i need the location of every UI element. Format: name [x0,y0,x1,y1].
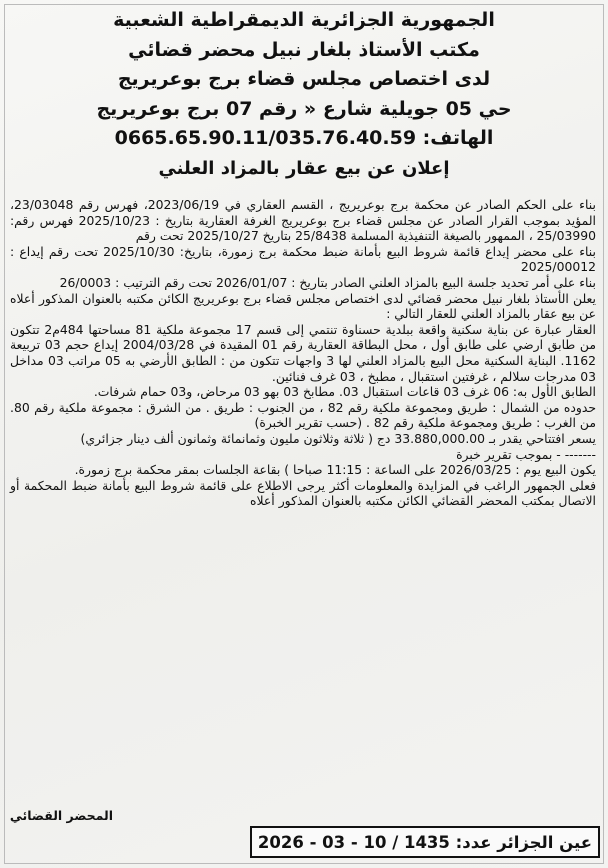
notice-body [10,197,596,509]
paragraph-price: يسعر افتتاحي يقدر بـ 33.880,000.00 دج ( ثلاثة وثلاثون مليون وثمانمائة وثمانون ألف دينار جزائري) [80,430,596,446]
address-line: حي 05 جويلية شارع « رقم 07 برج بوعريريج [96,97,512,120]
paragraph-contact: فعلى الجمهور الراغب في المزايدة والمعلومات أكثر يرجى الاطلاع على قائمة شروط البيع بأمانة ضبط المحكمة أو الاتصال بمكتب المحضر القضائي الكائن مكتبه بالعنوان المذكور أعلاه [10,477,596,509]
paragraph-first-floor: الطابق الأول به: 06 غرف 03 قاعات استقبال 03. مطابخ 03 بهو 03 مرحاض، و03 حمام شرفات. [93,384,596,400]
jurisdiction-line: لدى اختصاص مجلس قضاء برج بوعريريج [117,68,491,90]
publication-footer: عين الجزائر عدد: 1435 / 10 - 03 - 2026 [250,826,600,858]
notice-header [12,6,596,183]
republic-line: الجمهورية الجزائرية الديمقراطية الشعبية [113,9,495,31]
paragraph-sale-date: يكون البيع يوم : 2026/03/25 على الساعة : 11:15 صباحا ) بقاعة الجلسات بمقر محكمة برج زمورة. [74,462,596,478]
paragraph-boundaries: حدوده من الشمال : طريق ومجموعة ملكية رقم 82 ، من الجنوب : طريق . من الشرق : مجموعة ملكية رقم 80. من الغرب : طريق ومجموعة ملكية رقم 82 . (حسب تقرير الخبرة) [10,399,596,431]
signature: المحضر القضائي [9,808,113,823]
paragraph-order: بناء على أمر تحديد جلسة البيع بالمزاد العلني الصادر بتاريخ : 2026/01/07 تحت رقم الترتيب : 26/0003 [59,274,596,290]
notice-title: إعلان عن بيع عقار بالمزاد العلني [158,157,450,179]
office-line: مكتب الأستاذ بلغار نبيل محضر قضائي [128,38,480,61]
paragraph-expertise: ------- - بموجب تقرير خبرة [456,446,596,462]
phone-line: الهاتف: 0665.65.90.11/035.76.40.59 [114,127,494,149]
paragraph-deposit: بناء على محضر إيداع قائمة شروط البيع بأمانة ضبط محكمة برج زمورة، بتاريخ: 2025/10/30 تحت رقم إيداع : 2025/00012 [10,243,596,275]
paragraph-property: العقار عبارة عن بناية سكنية واقعة ببلدية حسناوة تنتمي إلى قسم 17 مجموعة ملكية 81 مساحتها 484م2 تتكون من طابق ارضي على طابق أول ، محل البطاقة العقارية رقم 01 المقيدة في 2004/03/28 إيداع حجم 03 تربيعة 1162. البناية السكنية محل البيع بالمزاد العلني لها 3 واجهات تتكون من : الطابق الأرضي به 05 مراتب 03 مداخل 03 مدرجات سلالم ، غرفتين استقبال ، مطبخ ، 03 غرف فنائين. [10,321,596,384]
paragraph-announcement: يعلن الأستاذ بلغار نبيل محضر قضائي لدى اختصاص مجلس قضاء برج بوعريريج الكائن مكتبه بالعنوان المذكور أعلاه عن بيع عقار بالمزاد العلني للعقار التالي : [10,290,596,322]
paragraph-judgment: بناء على الحكم الصادر عن محكمة برج بوعريريج ، القسم العقاري في 2023/06/19، فهرس رقم 23/03048، المؤيد بموجب القرار الصادر عن مجلس قضاء برج بوعريريج الغرفة العقارية بتاريخ : 2025/10/23 فهرس رقم: 25/03990 ، الممهور بالصيغة التنفيذية المسلمة 25/8438 بتاريخ 2025/10/27 تحت رقم [10,197,596,244]
